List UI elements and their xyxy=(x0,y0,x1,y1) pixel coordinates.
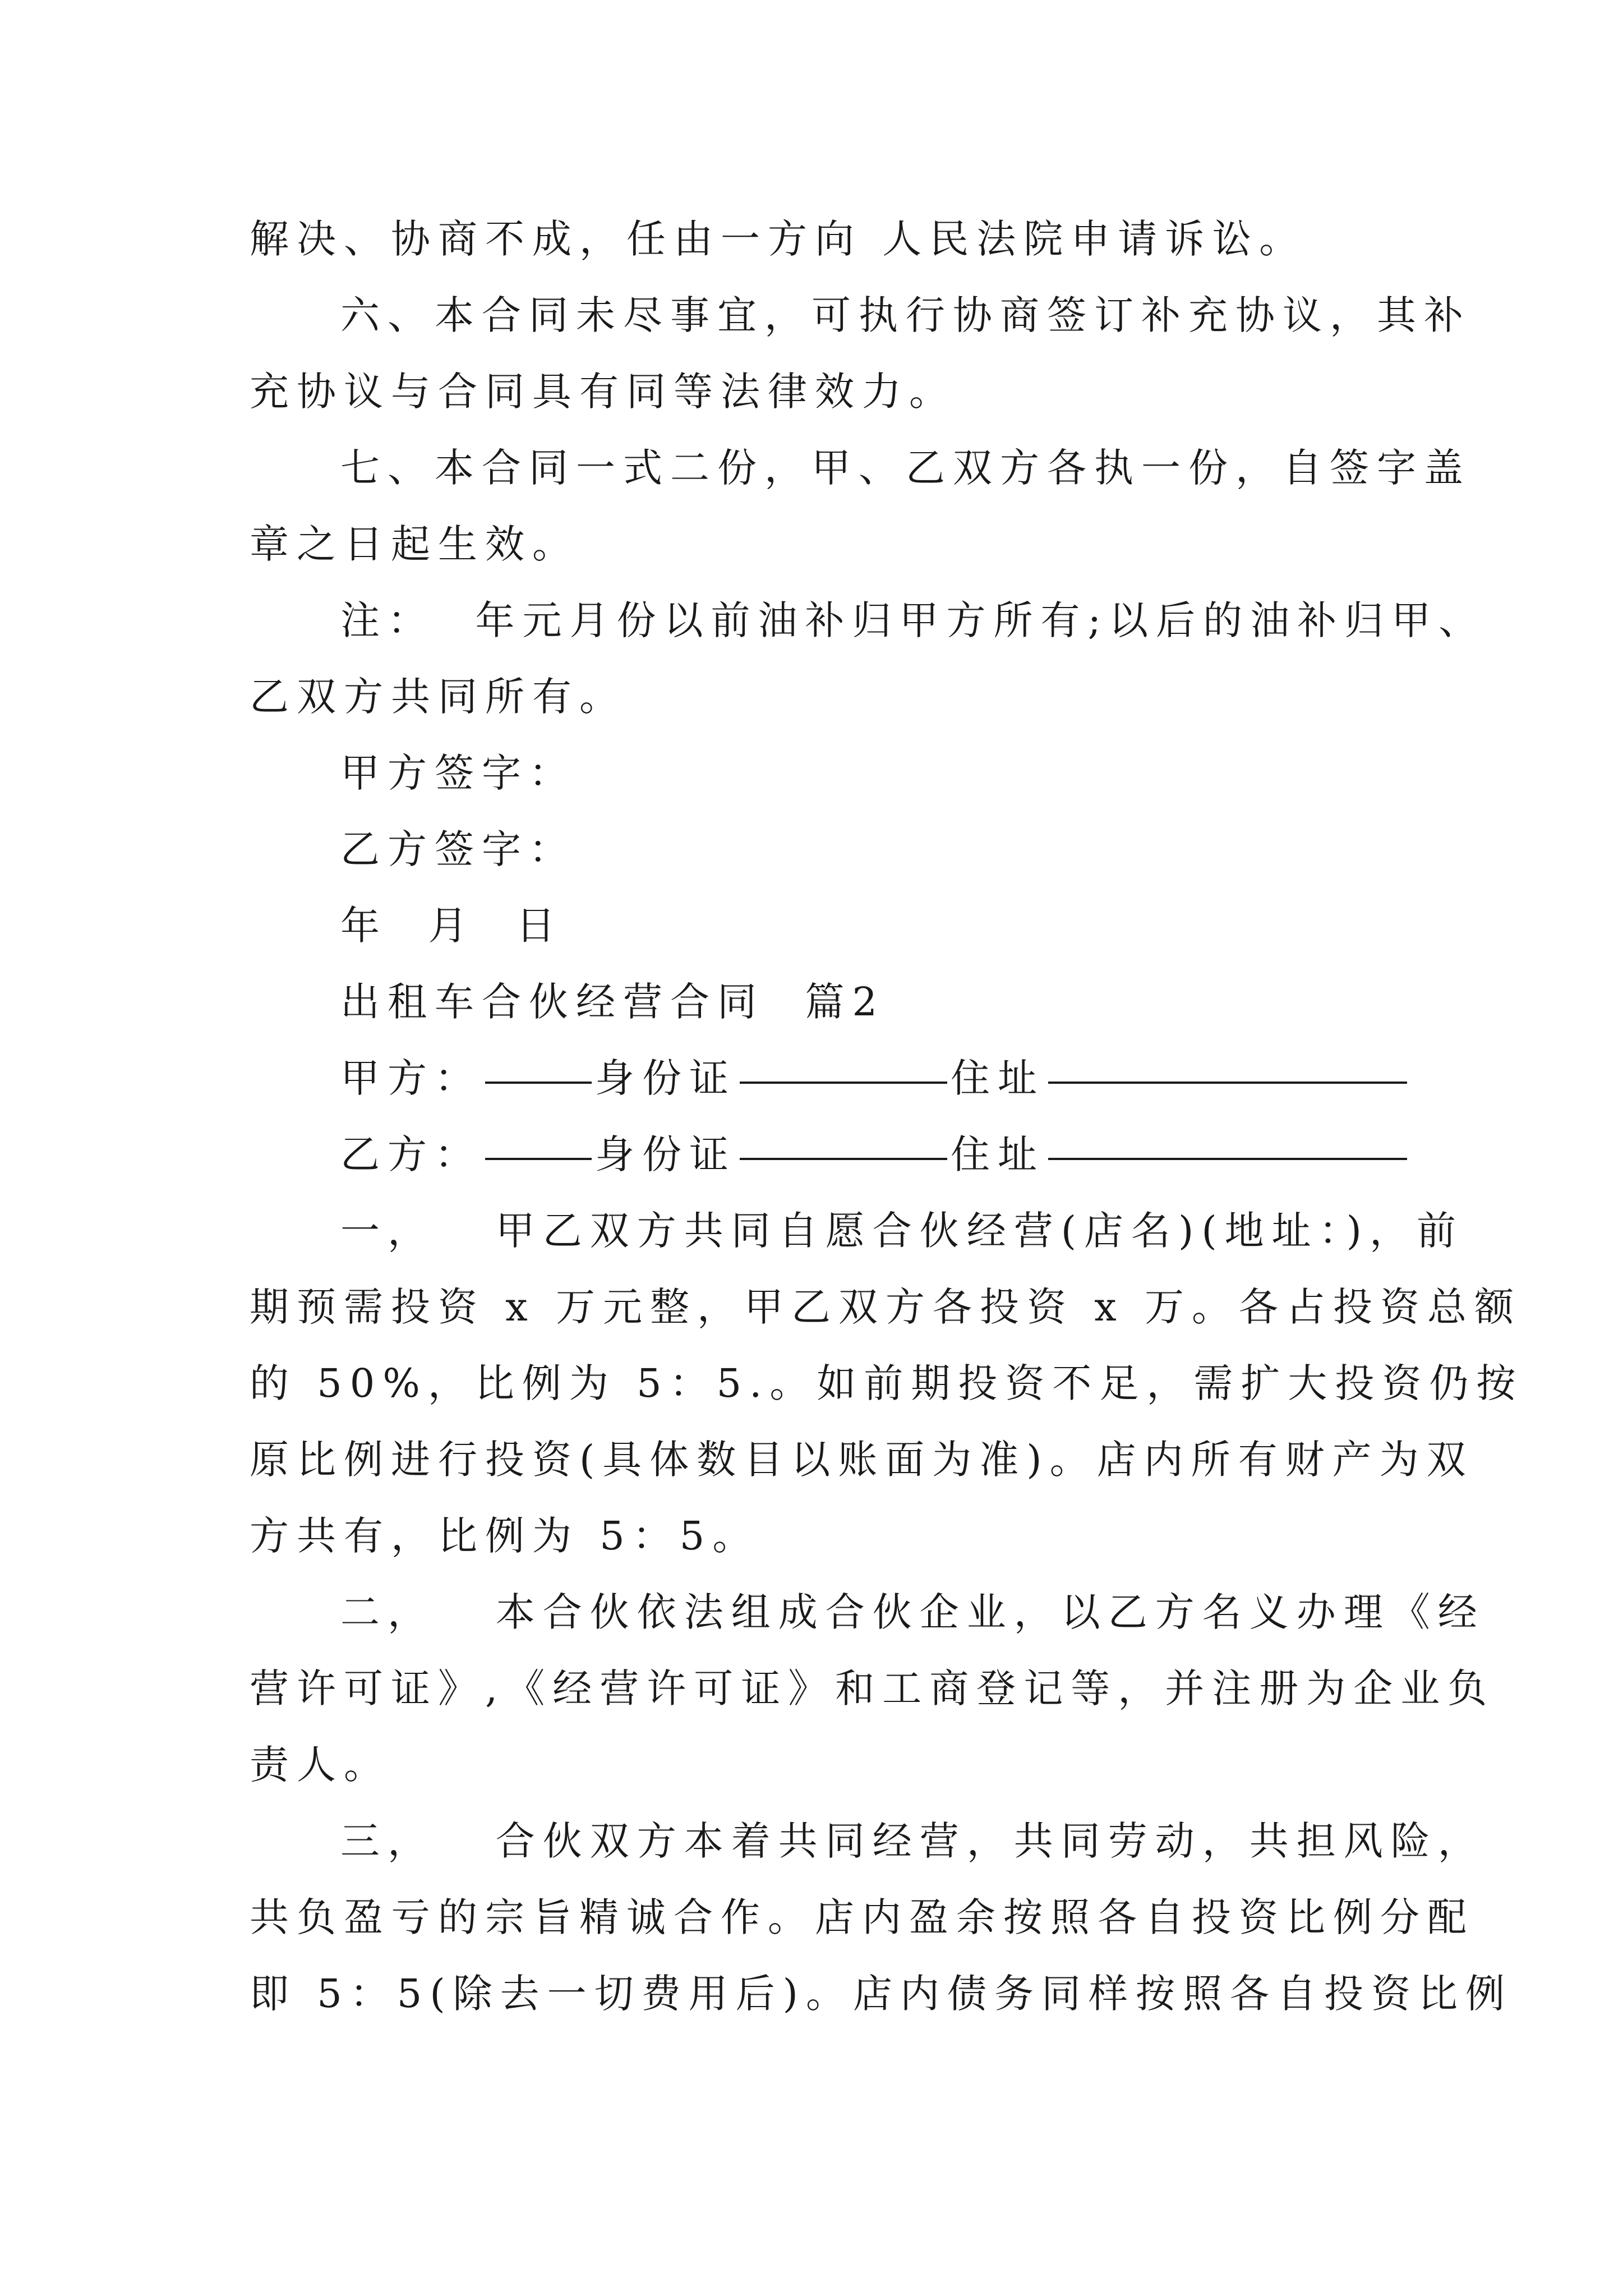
text-line: 章之日起生效。 xyxy=(250,521,579,567)
party-a-name-blank xyxy=(485,1042,592,1084)
party-b-line xyxy=(250,1116,1388,1193)
clause-line: 期预需投资 x 万元整，甲乙双方各投资 x 万。各占投资总额 xyxy=(250,1284,1521,1330)
text-line: 六、本合同未尽事宜，可执行协商签订补充协议，其补 xyxy=(340,292,1471,338)
party-b-id-label: 身份证 xyxy=(595,1131,736,1177)
party-b-name-blank xyxy=(485,1119,592,1160)
party-a-id-blank xyxy=(740,1042,947,1084)
clause-line: 方共有，比例为 5：5。 xyxy=(250,1513,760,1559)
signature-line-party-a: 甲方签字： xyxy=(340,750,576,796)
clause-line: 共负盈亏的宗旨精诚合作。店内盈余按照各自投资比例分配 xyxy=(250,1894,1474,1940)
party-b-id-blank xyxy=(740,1119,947,1160)
text-line: 七、本合同一式二份，甲、乙双方各执一份，自签字盖 xyxy=(340,445,1471,491)
clause-line: 责人。 xyxy=(250,1742,391,1788)
party-a-line xyxy=(250,1040,1388,1116)
section-heading: 出租车合伙经营合同 篇2 xyxy=(340,979,886,1025)
signature-line-party-b: 乙方签字： xyxy=(340,826,576,872)
clause-line: 原比例进行投资(具体数目以账面为准)。店内所有财产为双 xyxy=(250,1437,1474,1483)
clause-line: 营许可证》,《经营许可证》和工商登记等，并注册为企业负 xyxy=(250,1665,1495,1711)
text-line: 解决、协商不成，任由一方向 人民法院申请诉讼。 xyxy=(250,216,1307,262)
clause-line: 一， 甲乙双方共同自愿合伙经营(店名)(地址：)，前 xyxy=(340,1208,1464,1254)
date-line: 年 月 日 xyxy=(340,903,564,949)
clause-line: 的 50%，比例为 5：5.。如前期投资不足，需扩大投资仍按 xyxy=(250,1360,1524,1406)
clause-line: 二， 本合伙依法组成合伙企业，以乙方名义办理《经 xyxy=(340,1589,1485,1635)
text-line: 注： 年元月份以前油补归甲方所有;以后的油补归甲、 xyxy=(340,597,1486,643)
party-a-label: 甲方： xyxy=(340,1055,482,1101)
party-b-address-blank xyxy=(1048,1119,1407,1160)
party-b-label: 乙方： xyxy=(340,1131,482,1177)
document-body xyxy=(250,201,1524,2032)
party-a-id-label: 身份证 xyxy=(595,1055,736,1101)
clause-line: 三， 合伙双方本着共同经营，共同劳动，共担风险， xyxy=(340,1818,1485,1864)
clause-line: 即 5：5(除去一切费用后)。店内债务同样按照各自投资比例 xyxy=(250,1971,1513,2017)
party-a-address-blank xyxy=(1048,1042,1407,1084)
text-line: 充协议与合同具有同等法律效力。 xyxy=(250,369,956,415)
party-b-address-label: 住址 xyxy=(951,1131,1045,1177)
text-line: 乙双方共同所有。 xyxy=(250,674,626,720)
party-a-address-label: 住址 xyxy=(951,1055,1045,1101)
